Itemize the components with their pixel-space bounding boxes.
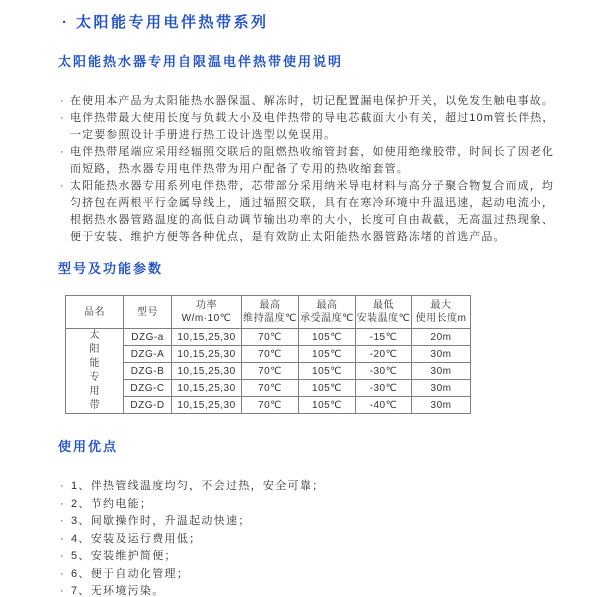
advantage-text: 5、安装维护简便； <box>71 550 177 562</box>
cell-power: 10,15,25,30 <box>172 329 242 346</box>
list-item <box>60 513 560 531</box>
advantages-heading: 使用优点 <box>58 439 119 454</box>
cell-min-install-temp: -30℃ <box>356 363 412 380</box>
bullet-dot: · <box>60 585 65 597</box>
cell-model: DZG-C <box>124 380 172 397</box>
advantage-text: 1、伴热管线温度均匀，不会过热，安全可靠； <box>71 480 325 492</box>
cell-min-install-temp: -30℃ <box>356 380 412 397</box>
spec-table <box>65 295 471 414</box>
cell-model: DZG-B <box>124 363 172 380</box>
bullet-dot: · <box>60 532 65 545</box>
list-item <box>60 583 560 597</box>
col-header-max-maintain-temp: 最高 维持温度℃ <box>242 296 299 329</box>
bullet-dot: · <box>60 180 65 192</box>
usage-bullet <box>60 93 560 110</box>
cell-max-withstand-temp: 105℃ <box>299 346 356 363</box>
cell-max-withstand-temp: 105℃ <box>299 363 356 380</box>
list-item <box>60 531 560 549</box>
product-name-vertical: 太阳能专用带 <box>89 330 100 411</box>
col-header-max-withstand-temp: 最高 承受温度℃ <box>299 296 356 329</box>
table-row <box>66 380 471 397</box>
cell-min-install-temp: -15℃ <box>356 329 412 346</box>
col-header-product: 品名 <box>66 296 124 329</box>
cell-max-maintain-temp: 70℃ <box>242 346 299 363</box>
cell-power: 10,15,25,30 <box>172 397 242 414</box>
usage-bullet-text: 太阳能热水器专用系列电伴热带，芯带部分采用纳米导电材料与高分子聚合物复合而成，均匀挤包在两根平行金属导线上，通过辐照交联，具有在寒冷环境中升温迅速，起动电流小，根据热水器管路温度的高低自动调节输出功率的大小，长度可自由裁截，无高温过热现象、便于安装、维护方便等各种优点，是有效防止太阳能热水器管路冻堵的首选产品。 <box>70 180 554 243</box>
bullet-dot: · <box>60 480 65 492</box>
cell-model: DZG-a <box>124 329 172 346</box>
col-header-max-length: 最大 使用长度m <box>412 296 471 329</box>
cell-max-length: 30m <box>412 397 471 414</box>
list-item <box>60 496 560 514</box>
usage-heading: 太阳能热水器专用自限温电伴热带使用说明 <box>58 54 344 69</box>
title-bullet: · <box>62 14 70 31</box>
cell-model: DZG-A <box>124 346 172 363</box>
bullet-dot: · <box>60 146 65 158</box>
list-item <box>60 478 560 496</box>
cell-min-install-temp: -40℃ <box>356 397 412 414</box>
product-name-cell <box>66 329 124 414</box>
list-item <box>60 548 560 566</box>
usage-bullet-list <box>60 93 560 246</box>
advantages-section <box>58 439 560 597</box>
list-item <box>60 566 560 584</box>
page-title-text: 太阳能专用电伴热带系列 <box>76 14 269 31</box>
advantage-text: 6、便于自动化管理； <box>71 567 190 580</box>
cell-max-length: 30m <box>412 346 471 363</box>
table-row <box>66 346 471 363</box>
cell-max-withstand-temp: 105℃ <box>299 329 356 346</box>
col-header-model: 型号 <box>124 296 172 329</box>
cell-max-length: 30m <box>412 380 471 397</box>
cell-max-maintain-temp: 70℃ <box>242 380 299 397</box>
advantage-text: 7、无环境污染。 <box>71 585 165 597</box>
cell-power: 10,15,25,30 <box>172 363 242 380</box>
advantage-text: 3、间歇操作时，升温起动快速； <box>71 515 251 527</box>
usage-bullet-text: 电伴热带尾端应采用经辐照交联后的阻燃热收缩管封套，如使用绝缘胶带，时间长了因老化而短路，热水器专用电伴热带为用户配备了专用的热收缩套管。 <box>70 146 554 175</box>
bullet-dot: · <box>60 95 65 107</box>
usage-bullet-text: 电伴热带最大使用长度与负载大小及电伴热带的导电芯截面大小有关，超过10m管长伴热，一定要参照设计手册进行热工设计选型以免误用。 <box>70 112 555 141</box>
cell-max-length: 20m <box>412 329 471 346</box>
spec-section <box>58 261 560 414</box>
advantages-list <box>60 478 560 597</box>
cell-power: 10,15,25,30 <box>172 380 242 397</box>
table-row <box>66 329 471 346</box>
col-header-power: 功率 W/m·10℃ <box>172 296 242 329</box>
bullet-dot: · <box>60 515 65 527</box>
cell-max-maintain-temp: 70℃ <box>242 397 299 414</box>
cell-max-length: 30m <box>412 363 471 380</box>
usage-bullet <box>60 110 560 144</box>
usage-bullet <box>60 144 560 178</box>
table-row <box>66 397 471 414</box>
page-title <box>62 14 560 31</box>
spec-table-header <box>66 296 471 329</box>
bullet-dot: · <box>60 550 65 562</box>
usage-bullet <box>60 178 560 246</box>
cell-min-install-temp: -20℃ <box>356 346 412 363</box>
usage-bullet-text: 在使用本产品为太阳能热水器保温、解冻时，切记配置漏电保护开关，以免发生触电事故。 <box>70 95 554 107</box>
cell-max-withstand-temp: 105℃ <box>299 397 356 414</box>
bullet-dot: · <box>60 497 65 510</box>
advantage-text: 2、节约电能； <box>71 497 153 510</box>
advantage-text: 4、安装及运行费用低； <box>71 532 202 545</box>
cell-power: 10,15,25,30 <box>172 346 242 363</box>
usage-section <box>58 54 560 246</box>
cell-max-maintain-temp: 70℃ <box>242 329 299 346</box>
cell-model: DZG-D <box>124 397 172 414</box>
table-row <box>66 363 471 380</box>
col-header-min-install-temp: 最低 安装温度℃ <box>356 296 412 329</box>
bullet-dot: · <box>60 567 65 580</box>
cell-max-withstand-temp: 105℃ <box>299 380 356 397</box>
spec-heading: 型号及功能参数 <box>58 261 164 276</box>
bullet-dot: · <box>60 112 65 124</box>
cell-max-maintain-temp: 70℃ <box>242 363 299 380</box>
